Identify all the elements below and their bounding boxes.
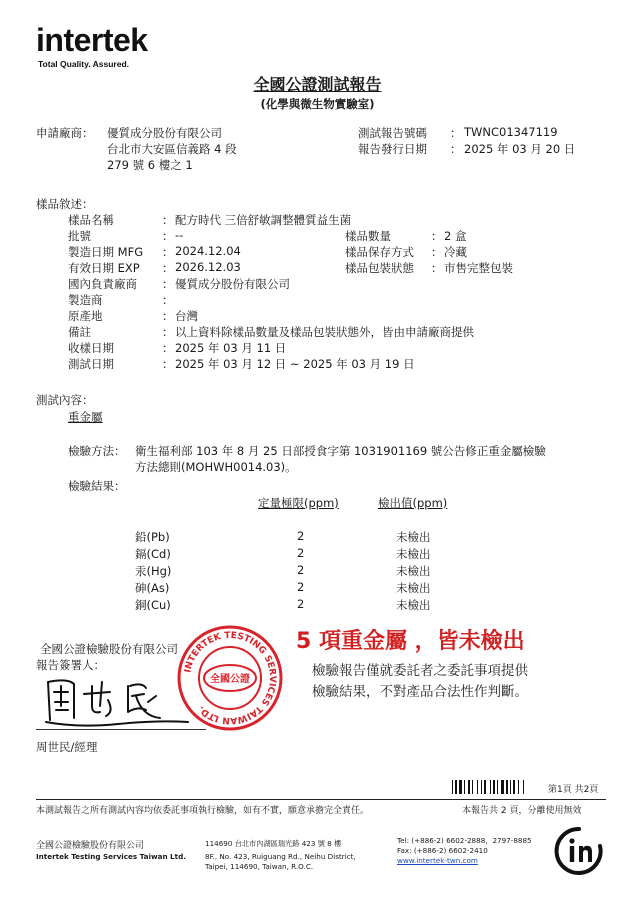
sample-row-label: 製造商	[68, 293, 103, 307]
footer-pages-note: 本報告共 2 頁，分離使用無效	[462, 806, 582, 816]
element-limit: 2	[297, 597, 305, 611]
report-number-label: 測試報告號碼	[358, 126, 427, 140]
test-item: 重金屬	[68, 410, 103, 424]
element-limit: 2	[297, 546, 305, 560]
element-result: 未檢出	[396, 598, 431, 612]
intertek-logo: intertek	[36, 22, 148, 58]
sample-row-value: 2025 年 03 月 11 日	[175, 341, 287, 355]
sample-section-label: 樣品敘述：	[36, 197, 94, 211]
sample-row-label: 國內負責廠商	[68, 277, 137, 291]
footer-disclaimer: 本測試報告之所有測試內容均依委託事項執行檢驗，如有不實，願意承擔完全責任。	[36, 806, 370, 816]
element-result: 未檢出	[396, 581, 431, 595]
sample-row-sep: ：	[162, 325, 174, 339]
result-label: 檢驗結果：	[68, 479, 126, 493]
sample-row-value: 2025 年 03 月 12 日 ~ 2025 年 03 月 19 日	[175, 357, 415, 371]
footer-address-en1: 8F., No. 423, Ruiguang Rd., Neihu District,	[205, 852, 356, 861]
logo-tagline: Total Quality. Assured.	[38, 59, 129, 69]
col-result-header: 檢出值(ppm)	[378, 496, 448, 510]
sample-row-value: 2024.12.04	[175, 244, 241, 258]
sample-row-label: 製造日期 MFG	[68, 245, 144, 259]
sample-row-value: 2026.12.03	[175, 260, 241, 274]
sample-row-sep: ：	[162, 229, 174, 243]
signer-name: 周世民/經理	[36, 740, 98, 754]
sample-row-sep: ：	[162, 261, 174, 275]
annotation-note-line2: 檢驗結果，不對產品合法性作判斷。	[312, 684, 528, 700]
sample-row-label: 收樣日期	[68, 341, 114, 355]
sample-row-sep: ：	[162, 341, 174, 355]
sample-row-label: 有效日期 EXP	[68, 261, 140, 275]
stamp-center-text: 全國公證	[210, 674, 250, 685]
sample-row-label: 批號	[68, 229, 91, 243]
element-name: 汞(Hg)	[135, 564, 172, 578]
element-result: 未檢出	[396, 530, 431, 544]
element-limit: 2	[297, 580, 305, 594]
element-name: 銅(Cu)	[135, 598, 171, 612]
footer-tel: Tel: (+886-2) 6602-2888，2797-8885	[397, 836, 532, 845]
report-date-value: 2025 年 03 月 20 日	[464, 142, 576, 156]
intertek-in-icon	[554, 826, 604, 876]
method-line1: 衛生福利部 103 年 8 月 25 日部授食字第 1031901169 號公告修正重金屬檢驗	[135, 444, 546, 458]
sample-row-sep: ：	[162, 357, 174, 371]
sample-row-label: 測試日期	[68, 357, 114, 371]
applicant-label: 申請廠商：	[36, 126, 94, 140]
report-title: 全國公證測試報告	[253, 75, 382, 94]
company-stamp	[176, 624, 284, 732]
col-limit-header: 定量極限(ppm)	[258, 496, 339, 510]
sample-right-sep: ：	[431, 261, 443, 275]
page-number: 第1頁 共2頁	[548, 785, 599, 795]
sample-right-value: 冷藏	[444, 245, 467, 259]
element-name: 鉛(Pb)	[135, 530, 170, 544]
sample-right-label: 樣品數量	[345, 229, 391, 243]
sample-row-value: 台灣	[175, 309, 198, 323]
applicant-address-line2: 279 號 6 樓之 1	[107, 158, 193, 172]
sample-row-sep: ：	[162, 213, 174, 227]
element-name: 鎘(Cd)	[135, 547, 171, 561]
method-line2: 方法總則(MOHWH0014.03)。	[135, 460, 297, 474]
sample-right-label: 樣品包裝狀態	[345, 261, 414, 275]
element-result: 未檢出	[396, 547, 431, 561]
annotation-note-line1: 檢驗報告僅就委託者之委託事項提供	[312, 663, 528, 679]
sample-row-value: 以上資料除樣品數量及樣品包裝狀態外，皆由申請廠商提供	[175, 325, 474, 339]
sample-row-label: 樣品名稱	[68, 213, 114, 227]
element-limit: 2	[297, 563, 305, 577]
sample-right-sep: ：	[431, 245, 443, 259]
sample-row-sep: ：	[162, 245, 174, 259]
sample-right-sep: ：	[431, 229, 443, 243]
element-result: 未檢出	[396, 564, 431, 578]
footer-company-en: Intertek Testing Services Taiwan Ltd.	[36, 852, 186, 861]
footer-fax: Fax: (+886-2) 6602-2410	[397, 846, 488, 855]
report-date-sep: ：	[450, 142, 462, 156]
sample-right-label: 樣品保存方式	[345, 245, 414, 259]
sample-right-value: 市售完整包裝	[444, 261, 513, 275]
sample-row-sep: ：	[162, 293, 174, 307]
report-subtitle: (化學與微生物實驗室)	[260, 97, 375, 111]
test-section-label: 測試內容：	[36, 393, 94, 407]
sample-row-sep: ：	[162, 277, 174, 291]
sample-row-value: 優質成分股份有限公司	[175, 277, 290, 291]
sample-row-value: 配方時代 三倍舒敏調整體質益生菌	[175, 213, 352, 227]
applicant-name: 優質成分股份有限公司	[107, 126, 222, 140]
sample-row-label: 原產地	[68, 309, 103, 323]
report-number-sep: ：	[450, 126, 462, 140]
stamp-ring-text: INTERTEK TESTING SERVICES TAIWAN LTD.	[183, 630, 278, 726]
footer-address-en2: Taipei, 114690, Taiwan, R.O.C.	[205, 862, 314, 871]
footer-divider-top	[36, 799, 606, 800]
sample-row-sep: ：	[162, 309, 174, 323]
sample-right-value: 2 盒	[444, 229, 467, 243]
barcode-icon	[452, 780, 540, 794]
annotation-headline: 5 項重金屬 ，皆未檢出	[296, 629, 525, 654]
element-limit: 2	[297, 529, 305, 543]
method-label: 檢驗方法：	[68, 444, 126, 458]
signoff-company: 全國公證檢驗股份有限公司	[40, 642, 178, 656]
report-date-label: 報告發行日期	[358, 142, 427, 156]
footer-website-link[interactable]: www.intertek-twn.com	[397, 856, 478, 865]
sample-row-label: 備註	[68, 325, 91, 339]
footer-address-zh: 114690 台北市內湖區瑞光路 423 號 8 樓	[205, 839, 342, 848]
footer-company-zh: 全國公證檢驗股份有限公司	[36, 841, 145, 851]
element-name: 砷(As)	[135, 581, 170, 595]
signer-label: 報告簽署人：	[36, 658, 105, 672]
applicant-address-line1: 台北市大安區信義路 4 段	[107, 142, 237, 156]
handwritten-signature	[38, 672, 198, 728]
report-number-value: TWNC01347119	[464, 125, 558, 139]
sample-row-value: --	[175, 228, 184, 242]
